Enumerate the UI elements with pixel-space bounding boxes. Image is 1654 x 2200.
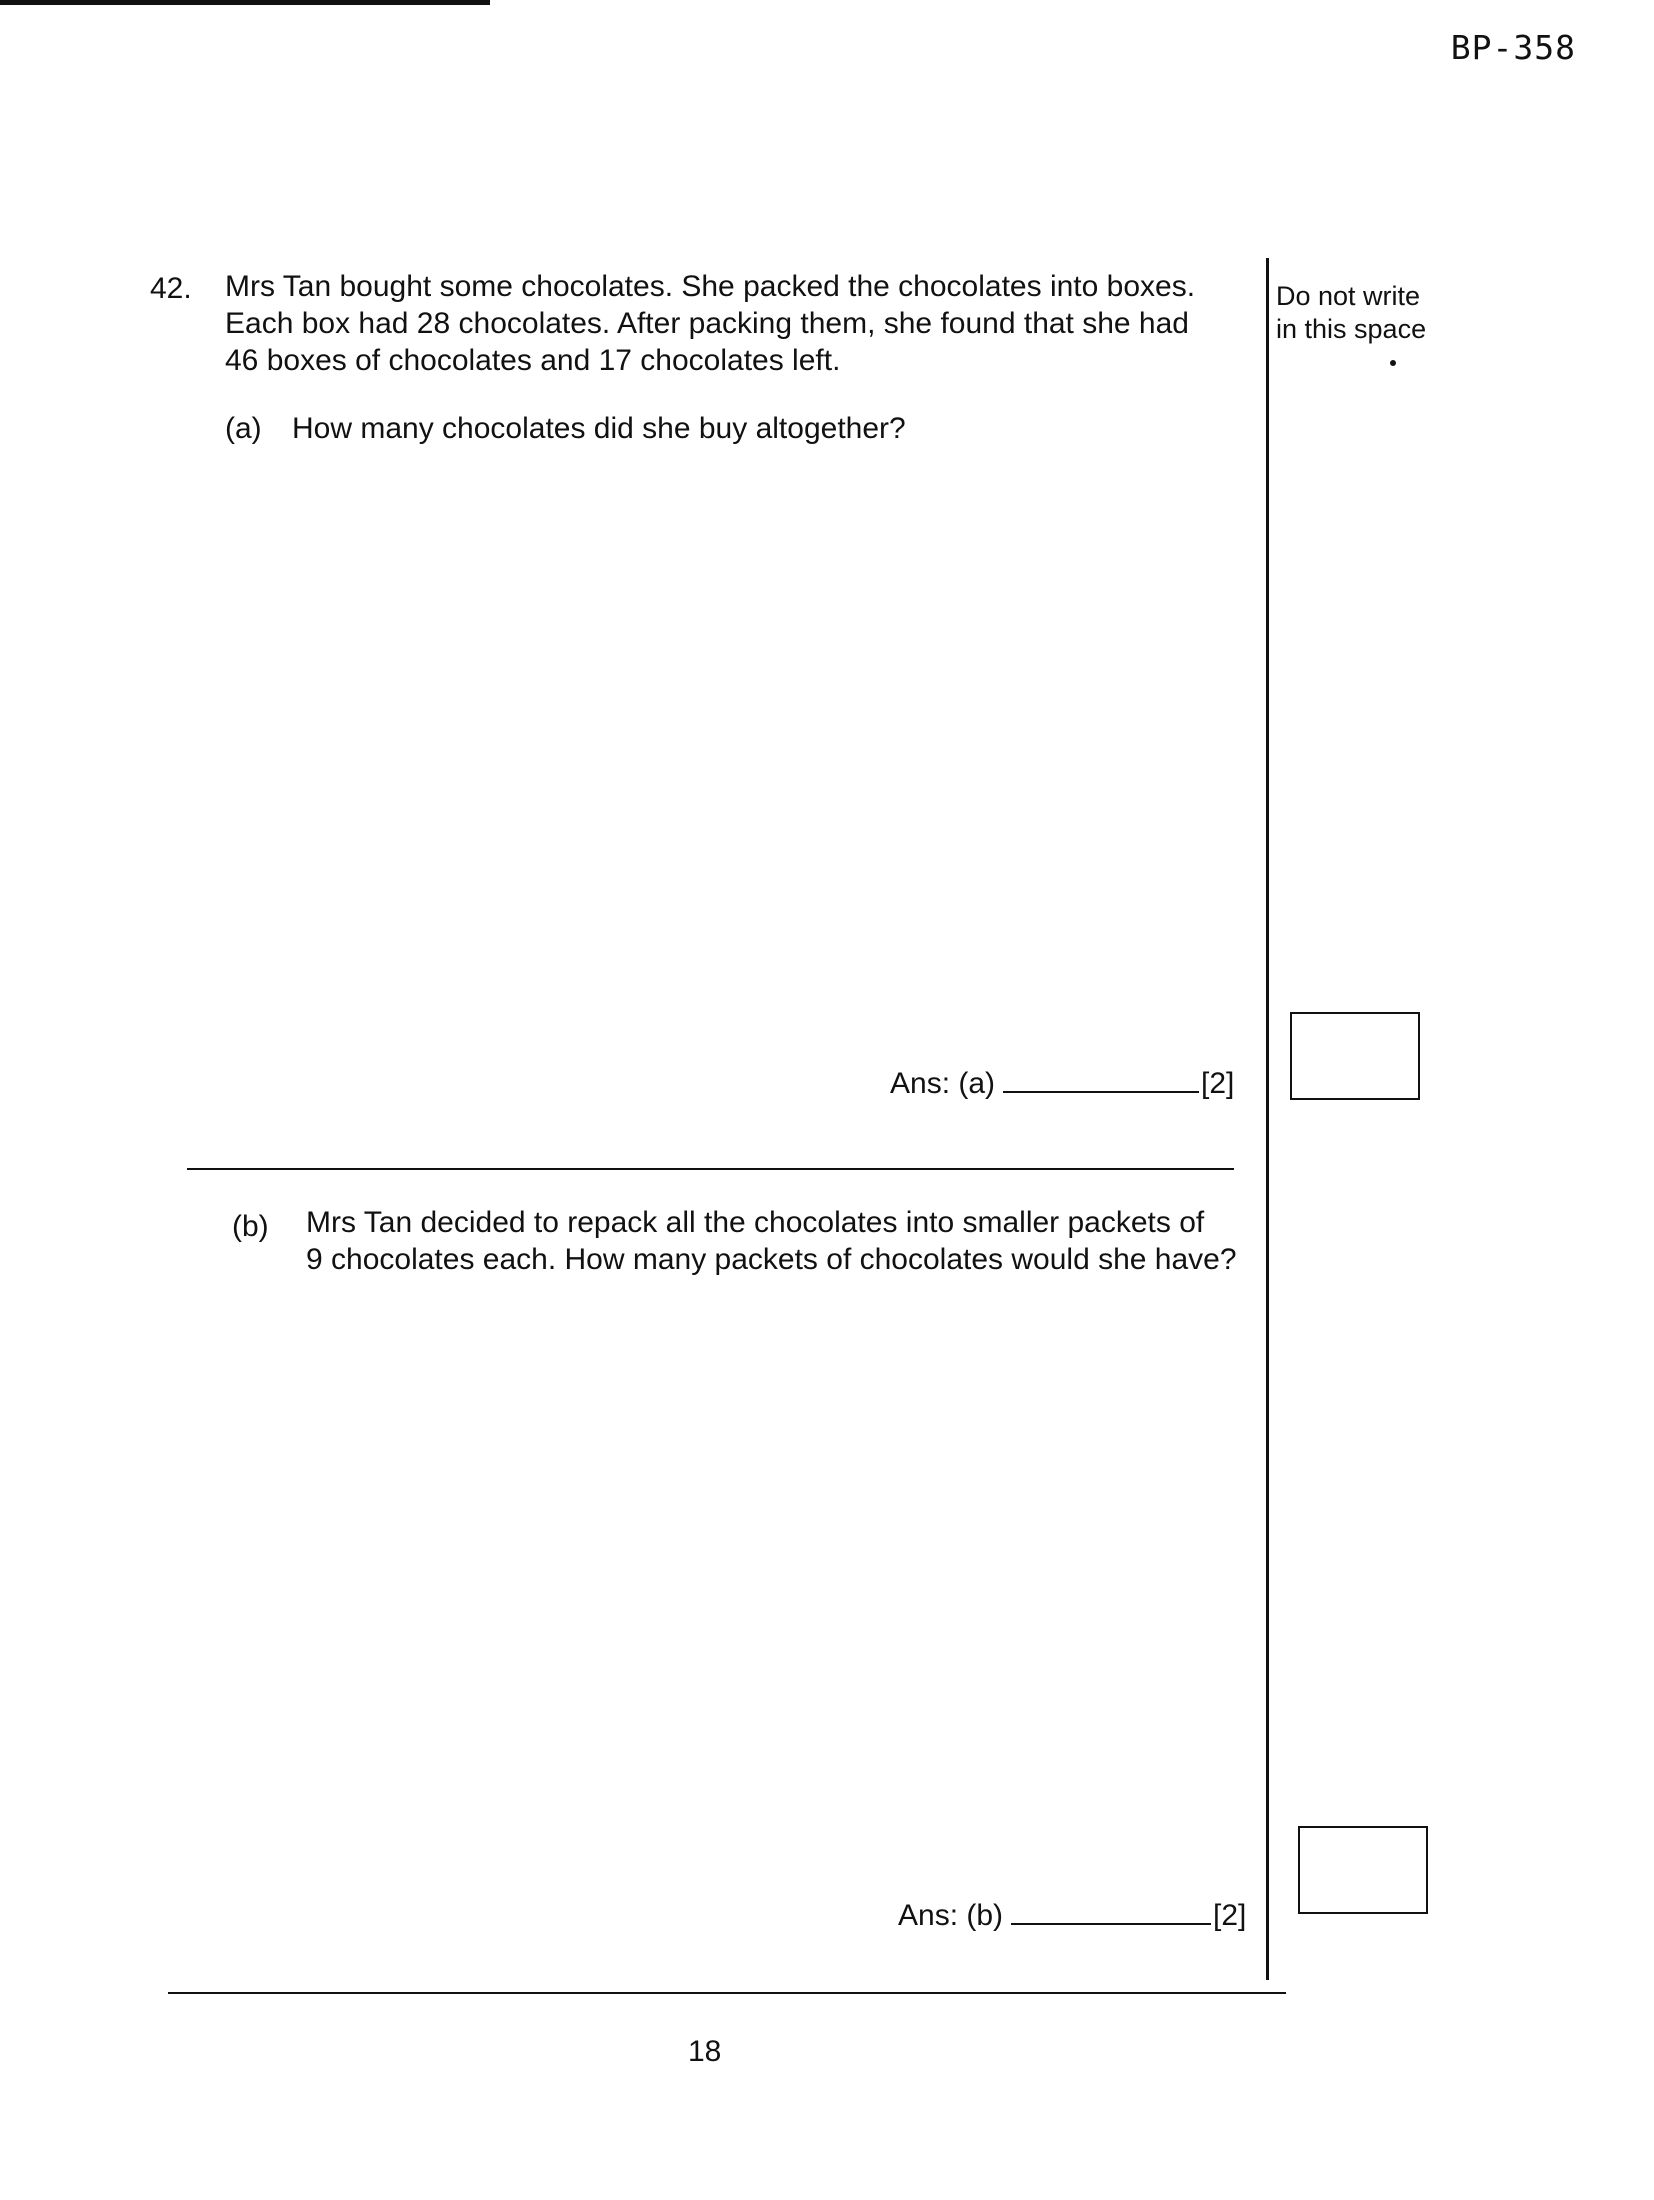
answer-a-prefix: Ans: (a) — [890, 1067, 996, 1100]
stem-line: Mrs Tan bought some chocolates. She packed the chocolates into boxes. — [225, 270, 1196, 303]
question-number: 42. — [150, 272, 192, 305]
margin-note-line: Do not write — [1276, 281, 1421, 311]
answer-b-marks: [2] — [1213, 1899, 1247, 1932]
answer-a-blank[interactable] — [1003, 1063, 1199, 1093]
part-a-label: (a) — [225, 412, 262, 445]
mark-box-a — [1290, 1012, 1420, 1100]
answer-b-blank[interactable] — [1011, 1895, 1211, 1925]
answer-b-prefix: Ans: (b) — [898, 1899, 1004, 1932]
answer-a-marks: [2] — [1201, 1067, 1235, 1100]
margin-dot — [1390, 360, 1396, 366]
stem-line: 46 boxes of chocolates and 17 chocolates left. — [225, 344, 841, 377]
bottom-rule — [168, 1992, 1286, 1994]
top-edge-bar — [0, 0, 490, 5]
part-divider — [187, 1168, 1234, 1170]
part-b-line: 9 chocolates each. How many packets of chocolates would she have? — [306, 1243, 1237, 1276]
question-stem — [225, 268, 1245, 379]
part-b-question — [306, 1204, 1254, 1278]
answer-b — [898, 1895, 1246, 1933]
stem-line: Each box had 28 chocolates. After packing them, she found that she had — [225, 307, 1189, 340]
margin-rule — [1266, 258, 1269, 1980]
margin-note — [1276, 280, 1426, 346]
part-a-question: How many chocolates did she buy altogether? — [292, 412, 906, 445]
paper-code: BP-358 — [1450, 28, 1576, 67]
margin-note-line: in this space — [1276, 314, 1427, 344]
answer-a — [890, 1063, 1234, 1101]
mark-box-b — [1298, 1826, 1428, 1914]
part-b-label: (b) — [232, 1210, 269, 1243]
page-number: 18 — [688, 2035, 722, 2068]
part-b-line: Mrs Tan decided to repack all the chocolates into smaller packets of — [306, 1206, 1205, 1239]
